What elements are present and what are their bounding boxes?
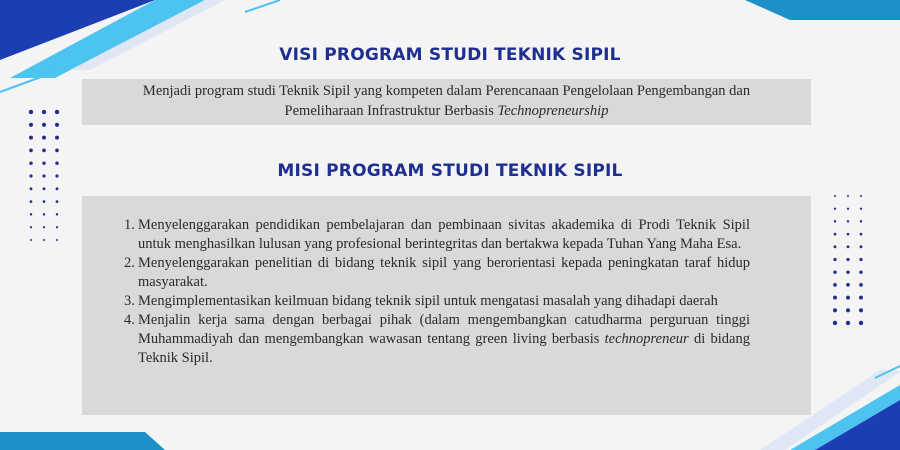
decorative-dot: [860, 208, 862, 210]
decorative-dot: [859, 270, 862, 273]
decorative-dot: [833, 321, 837, 325]
misi-item-number: 3.: [124, 293, 135, 309]
misi-item-4: [122, 311, 750, 368]
decorative-dot: [860, 245, 863, 248]
decorative-dot: [859, 308, 863, 312]
decorative-dot: [42, 110, 46, 114]
decorative-dot: [860, 220, 862, 222]
decorative-dot: [30, 187, 33, 190]
decorative-dot: [834, 233, 837, 236]
top-left-line: [245, 0, 280, 12]
decorative-dot: [56, 200, 59, 203]
decorative-dot: [43, 213, 45, 215]
misi-item-number: 1.: [124, 217, 135, 233]
decorative-dot: [859, 296, 863, 300]
decorative-dot: [56, 239, 58, 241]
decorative-dot: [859, 283, 863, 287]
decorative-dot: [847, 208, 849, 210]
decorative-dot: [43, 226, 45, 228]
misi-item-2: [122, 254, 750, 292]
decorative-dot: [846, 296, 850, 300]
visi-line-2-italic: Technopreneurship: [497, 102, 609, 119]
top-right-corner: [745, 0, 900, 20]
misi-item-text-before: Menjalin kerja sama dengan berbagai pihak (dalam mengembangkan catudharma perguruan tinggi Muhammadiyah dan mengembangkan wawasan tentang green living berbasis: [138, 312, 750, 347]
decorative-dot: [833, 283, 837, 287]
decorative-dot: [847, 233, 850, 236]
decorative-dot: [29, 149, 33, 153]
misi-heading: MISI PROGRAM STUDI TEKNIK SIPIL: [277, 161, 623, 181]
decorative-dot: [43, 187, 46, 190]
decorative-dot: [859, 321, 863, 325]
decorative-dot: [846, 270, 849, 273]
decorative-dot: [834, 245, 837, 248]
decorative-dot: [860, 233, 863, 236]
right-dot-grid: [833, 195, 863, 325]
decorative-dot: [860, 195, 862, 197]
decorative-dot: [29, 136, 33, 140]
decorative-dot: [30, 239, 32, 241]
visi-line-1: Menjadi program studi Teknik Sipil yang kompeten dalam Perencanaan Pengelolaan Pengembangan dan: [142, 83, 751, 99]
decorative-dot: [56, 213, 58, 215]
misi-item-text-italic: technopreneur: [604, 331, 689, 347]
visi-panel: [82, 79, 811, 125]
bottom-left-corner: [0, 432, 165, 450]
misi-item-text: Mengimplementasikan keilmuan bidang teknik sipil untuk mengatasi masalah yang dihadapi daerah: [138, 293, 718, 309]
misi-item-text: Menyelenggarakan pendidikan pembelajaran dan pembinaan sivitas akademika di Prodi Teknik Sipil untuk menghasilkan lulusan yang profesional berintegritas dan bertakwa kepada Tuhan Yang Maha Esa.: [138, 217, 750, 252]
decorative-dot: [30, 213, 32, 215]
decorative-dot: [834, 208, 836, 210]
decorative-dot: [846, 321, 850, 325]
decorative-dot: [847, 195, 849, 197]
decorative-dot: [55, 123, 59, 127]
misi-list: [122, 216, 750, 368]
decorative-dot: [833, 296, 837, 300]
misi-panel: [82, 196, 811, 415]
decorative-dot: [42, 123, 46, 127]
decorative-dot: [833, 258, 836, 261]
decorative-dot: [55, 136, 59, 140]
decorative-dot: [29, 123, 33, 127]
misi-item-number: 4.: [124, 312, 135, 328]
decorative-dot: [833, 308, 837, 312]
decorative-dot: [833, 270, 836, 273]
decorative-dot: [42, 136, 46, 140]
visi-line-2-prefix: Pemeliharaan Infrastruktur Berbasis: [284, 102, 494, 119]
decorative-dot: [55, 149, 59, 153]
decorative-dot: [29, 110, 33, 114]
visi-heading: VISI PROGRAM STUDI TEKNIK SIPIL: [279, 45, 621, 65]
decorative-dot: [846, 283, 850, 287]
misi-item-text-after: di bidang Teknik Sipil.: [138, 331, 750, 366]
decorative-dot: [846, 308, 850, 312]
decorative-dot: [846, 258, 849, 261]
decorative-dot: [55, 110, 59, 114]
decorative-dot: [42, 149, 46, 153]
decorative-dot: [30, 226, 32, 228]
decorative-dot: [43, 239, 45, 241]
decorative-dot: [834, 195, 836, 197]
misi-item-3: [122, 292, 750, 311]
decorative-dot: [859, 258, 862, 261]
misi-item-number: 2.: [124, 255, 135, 271]
visi-text: [92, 82, 801, 121]
decorative-dot: [847, 220, 849, 222]
decorative-dot: [30, 200, 33, 203]
decorative-dot: [834, 220, 836, 222]
decorative-dot: [43, 200, 46, 203]
misi-item-1: [122, 216, 750, 254]
decorative-dot: [847, 245, 850, 248]
decorative-dot: [56, 226, 58, 228]
misi-item-text: Menyelenggarakan penelitian di bidang teknik sipil yang berorientasi kepada peningkatan taraf hidup masyarakat.: [138, 255, 750, 290]
decorative-dot: [56, 187, 59, 190]
